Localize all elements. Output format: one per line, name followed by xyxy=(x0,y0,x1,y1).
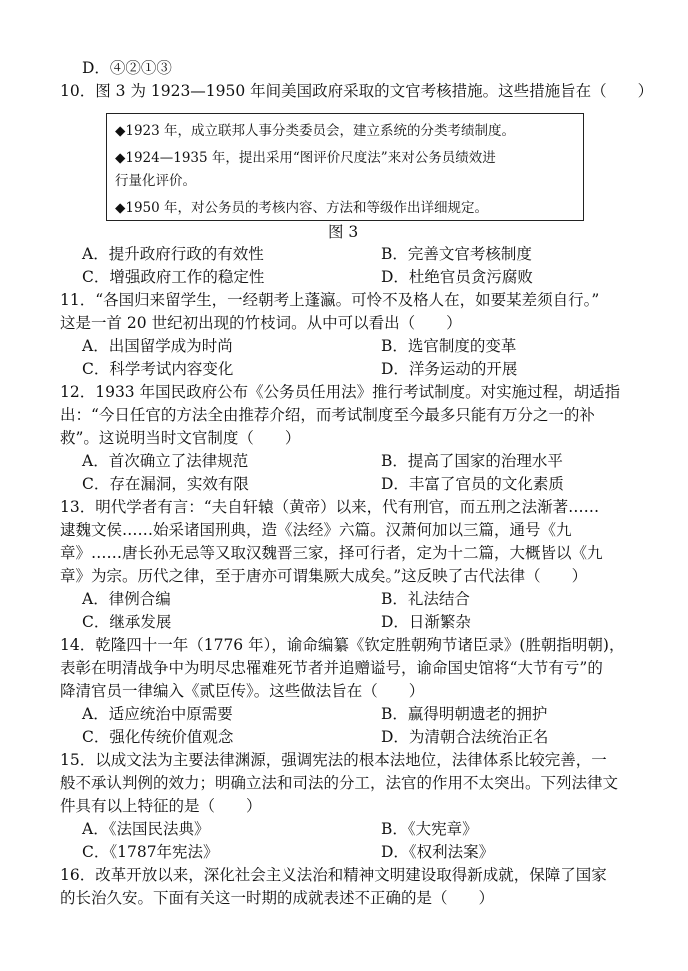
q11-option-d: D．洋务运动的开展 xyxy=(381,360,518,378)
q15-option-c: C．《1787年宪法》 xyxy=(82,843,219,861)
q14-option-a: A．适应统治中原需要 xyxy=(82,705,233,723)
q15-stem-line-3: 件具有以上特征的是（ ） xyxy=(60,797,262,815)
q10-box-line-4: ◆1950 年，对公务员的考核内容、方法和等级作出详细规定。 xyxy=(115,200,489,216)
q11-option-a: A．出国留学成为时尚 xyxy=(82,337,233,355)
q10-option-c: C．增强政府工作的稳定性 xyxy=(82,268,265,286)
q13-option-b: B．礼法结合 xyxy=(381,590,470,608)
q10-option-d: D．杜绝官员贪污腐败 xyxy=(381,268,533,286)
q13-stem-line-1: 13．明代学者有言：“夫自轩辕（黄帝）以来，代有刑官，而五刑之法渐著…… xyxy=(60,498,600,516)
q10-option-a: A．提升政府行政的有效性 xyxy=(82,245,264,263)
q12-option-b: B．提高了国家的治理水平 xyxy=(381,452,563,470)
q9-option-d: D．④②①③ xyxy=(82,59,172,77)
q10-box-line-3: 行量化评价。 xyxy=(115,173,196,189)
q13-option-c: C．继承发展 xyxy=(82,613,172,631)
q12-option-c: C．存在漏洞，实效有限 xyxy=(82,475,249,493)
q10-box-line-2: ◆1924—1935 年，提出采用“图评价尺度法”来对公务员绩效进 xyxy=(115,150,496,166)
q14-stem-line-1: 14．乾隆四十一年（1776 年），谕命编纂《钦定胜朝殉节诸臣录》(胜朝指明朝)， xyxy=(60,636,625,654)
q10-option-b: B．完善文官考核制度 xyxy=(381,245,532,263)
q13-stem-line-4: 章》为宗。历代之律，至于唐亦可谓集厥大成矣。”这反映了古代法律（ ） xyxy=(60,567,588,585)
q15-stem-line-1: 15．以成文法为主要法律渊源，强调宪法的根本法地位，法律体系比较完善，一 xyxy=(60,751,607,769)
q11-option-b: B．选官制度的变革 xyxy=(381,337,517,355)
q10-figure-box xyxy=(106,113,584,221)
q14-option-b: B．赢得明朝遗老的拥护 xyxy=(381,705,548,723)
q12-option-d: D．丰富了官员的文化素质 xyxy=(381,475,564,493)
q15-option-a: A．《法国民法典》 xyxy=(82,820,210,838)
q14-stem-line-3: 降清官员一律编入《贰臣传》。这些做法旨在（ ） xyxy=(60,682,425,700)
q10-figure-caption: 图 3 xyxy=(328,223,359,241)
q14-option-c: C．强化传统价值观念 xyxy=(82,728,234,746)
q16-stem-line-2: 的长治久安。下面有关这一时期的成就表述不正确的是（ ） xyxy=(60,889,495,907)
q11-stem-line-1: 11．“各国归来留学生，一经朝考上蓬瀛。可怜不及格人在，如要某差须自行。” xyxy=(60,291,600,309)
q13-option-a: A．律例合编 xyxy=(82,590,171,608)
q16-stem-line-1: 16．改革开放以来，深化社会主义法治和精神文明建设取得新成就，保障了国家 xyxy=(60,866,607,884)
q15-option-d: D．《权利法案》 xyxy=(381,843,495,861)
q12-stem-line-3: 救”。这说明当时文官制度（ ） xyxy=(60,429,301,447)
q11-stem-line-2: 这是一首 20 世纪初出现的竹枝词。从中可以看出（ ） xyxy=(60,314,462,332)
q15-stem-line-2: 般不承认判例的效力；明确立法和司法的分工，法官的作用不太突出。下列法律文 xyxy=(60,774,619,792)
q10-box-line-1: ◆1923 年，成立联邦人事分类委员会，建立系统的分类考绩制度。 xyxy=(115,123,516,139)
q11-option-c: C．科学考试内容变化 xyxy=(82,360,234,378)
q14-option-d: D．为清朝合法统治正名 xyxy=(381,728,549,746)
q10-stem: 10．图 3 为 1923—1950 年间美国政府采取的文官考核措施。这些措施旨在（ ） xyxy=(60,82,654,100)
q13-stem-line-2: 逮魏文侯……始采诸国刑典，造《法经》六篇。汉萧何加以三篇，通号《九 xyxy=(60,521,572,539)
q13-stem-line-3: 章》……唐长孙无忌等又取汉魏晋三家，择可行者，定为十二篇，大概皆以《九 xyxy=(60,544,603,562)
q15-option-b: B．《大宪章》 xyxy=(381,820,478,838)
q12-option-a: A．首次确立了法律规范 xyxy=(82,452,249,470)
q13-option-d: D．日渐繁杂 xyxy=(381,613,471,631)
q12-stem-line-2: 出：“今日任官的方法全由推荐介绍，而考试制度至今最多只能有万分之一的补 xyxy=(60,406,595,424)
q12-stem-line-1: 12．1933 年国民政府公布《公务员任用法》推行考试制度。对实施过程，胡适指 xyxy=(60,383,621,401)
q14-stem-line-2: 表彰在明清战争中为明尽忠罹难死节者并追赠谥号，谕命国史馆将“大节有亏”的 xyxy=(60,659,603,677)
